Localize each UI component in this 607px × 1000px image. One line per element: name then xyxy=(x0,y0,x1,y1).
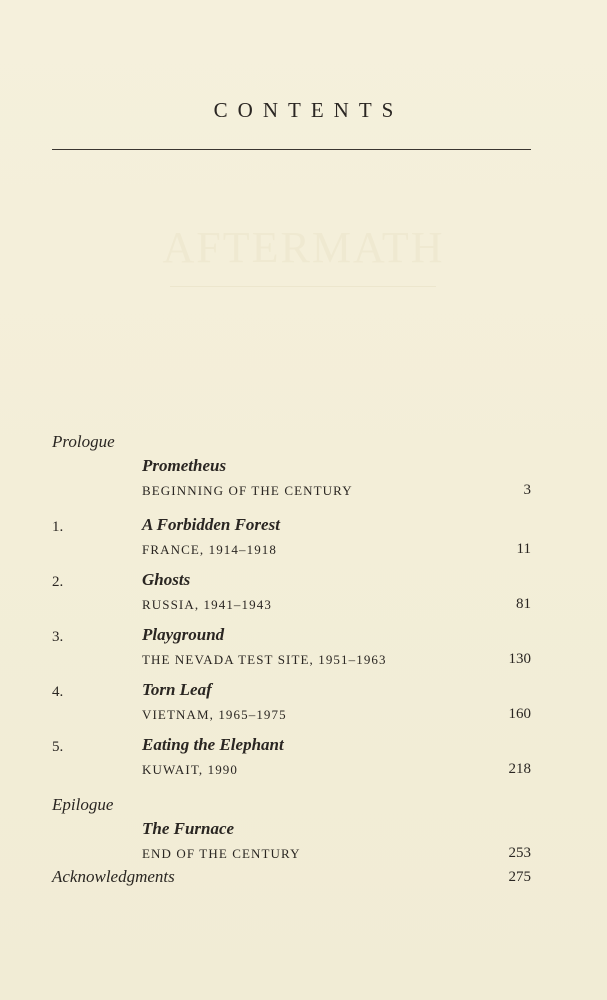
chapter-3-title: Playground xyxy=(142,625,225,644)
chapter-4-page: 160 xyxy=(508,706,531,722)
chapter-3-page: 130 xyxy=(508,651,531,667)
show-through-title: AFTERMATH xyxy=(162,223,445,272)
chapter-2-page: 81 xyxy=(516,596,531,612)
acknowledgments-label: Acknowledgments xyxy=(52,867,175,886)
contents-heading: CONTENTS xyxy=(213,98,404,122)
chapter-4-title: Torn Leaf xyxy=(142,680,212,699)
chapter-5-number: 5. xyxy=(52,739,64,755)
epilogue-subtitle: END OF THE CENTURY xyxy=(142,846,301,861)
epilogue-page: 253 xyxy=(508,845,531,861)
chapter-2-title: Ghosts xyxy=(142,570,191,589)
epilogue-title: The Furnace xyxy=(142,819,235,838)
prologue-title: Prometheus xyxy=(142,456,227,475)
chapter-2-subtitle: RUSSIA, 1941–1943 xyxy=(142,597,272,612)
chapter-4-subtitle: VIETNAM, 1965–1975 xyxy=(142,707,287,722)
chapter-1-title: A Forbidden Forest xyxy=(142,515,280,534)
prologue-label: Prologue xyxy=(52,432,115,451)
heading-rule xyxy=(52,149,531,150)
prologue-page: 3 xyxy=(523,482,531,498)
chapter-5-page: 218 xyxy=(508,761,531,777)
chapter-2-number: 2. xyxy=(52,574,64,590)
chapter-5-title: Eating the Elephant xyxy=(142,735,284,754)
chapter-1-subtitle: FRANCE, 1914–1918 xyxy=(142,542,277,557)
chapter-5-subtitle: KUWAIT, 1990 xyxy=(142,762,238,777)
prologue-subtitle: BEGINNING OF THE CENTURY xyxy=(142,483,353,498)
acknowledgments-page: 275 xyxy=(508,869,531,885)
chapter-3-number: 3. xyxy=(52,629,64,645)
epilogue-label: Epilogue xyxy=(52,795,114,814)
show-through-rule xyxy=(170,286,436,287)
chapter-3-subtitle: THE NEVADA TEST SITE, 1951–1963 xyxy=(142,652,387,667)
chapter-4-number: 4. xyxy=(52,684,64,700)
chapter-1-number: 1. xyxy=(52,519,64,535)
chapter-1-page: 11 xyxy=(516,541,531,557)
